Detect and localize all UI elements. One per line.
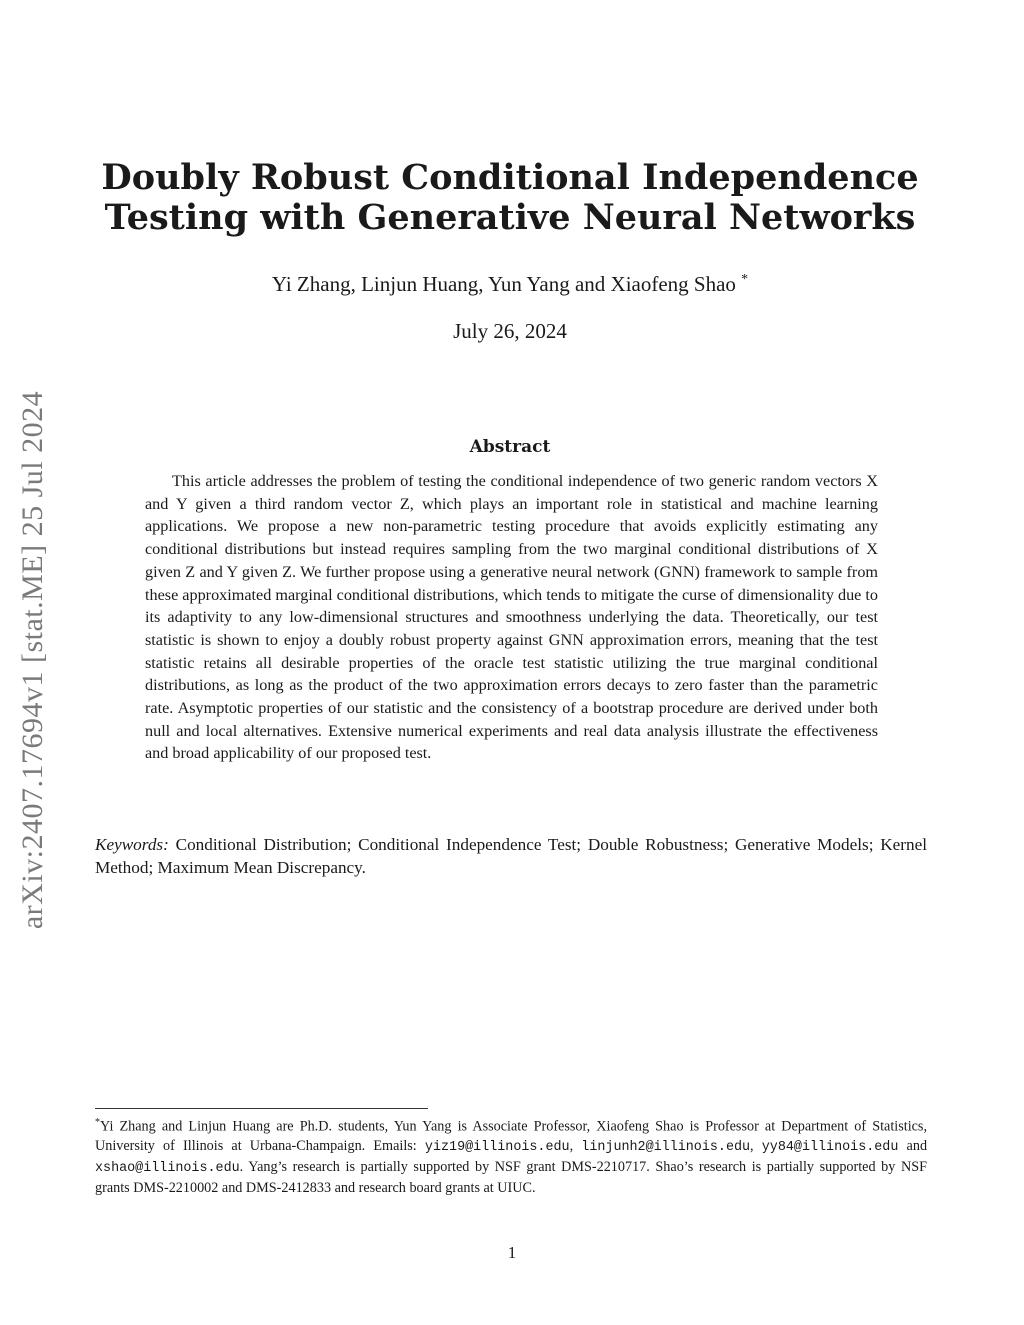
arxiv-identifier-text: arXiv:2407.17694v1 [stat.ME] 25 Jul 2024	[16, 390, 49, 930]
email-link[interactable]: xshao@illinois.edu	[95, 1160, 240, 1176]
footnote-and-text: and	[906, 1138, 928, 1155]
keywords-text: Conditional Distribution; Conditional Independence Test; Double Robustness; Generative Models; Kernel Method; Maximum Mean Discrepancy.	[95, 835, 928, 877]
keywords-label: Keywords:	[95, 835, 169, 854]
paper-date: July 26, 2024	[453, 319, 567, 343]
title-line-1: Doubly Robust Conditional Independence	[101, 157, 919, 198]
footnote-affiliation-text: Yi Zhang and Linjun Huang are Ph.D. students, Yun Yang is Associate Professor, Xiaofeng Shao is Professor at Department of Statistics, University of Illinois at Urbana-Champaign. Emails:	[95, 1118, 927, 1155]
author-footnote: *Yi Zhang and Linjun Huang are Ph.D. students, Yun Yang is Associate Professor, Xiaofeng Shao is Professor at Department of Statistics, University of Illinois at Urbana-Champaign. Emails: yiz19@illinois.edu, linjunh2@illinois.edu, yy84@illinois.edu and xshao@illinois.edu. Yang’s research is partially supported by NSF grant DMS-2210717. Shao’s research is partially supported by NSF grants DMS-2210002 and DMS-2412833 and research board grants at UIUC.	[95, 1117, 928, 1196]
arxiv-identifier-stamp	[8, 360, 58, 960]
author-names: Yi Zhang, Linjun Huang, Yun Yang and Xiaofeng Shao	[271, 272, 736, 296]
abstract-heading: Abstract	[469, 437, 551, 457]
footnote-funding-text: Yang’s research is partially supported by NSF grant DMS-2210717. Shao’s research is partially supported by NSF grants DMS-2210002 and DMS-2412833 and research board grants at UIUC.	[95, 1158, 927, 1196]
page-number: 1	[507, 1243, 517, 1262]
email-link[interactable]: yiz19@illinois.edu	[424, 1140, 570, 1156]
paper-title	[100, 158, 920, 238]
title-line-2: Testing with Generative Neural Networks	[104, 197, 916, 238]
abstract-body: This article addresses the problem of testing the conditional independence of two generic random vectors X and Y given a third random vector Z, which plays an important role in statistical and machine learning applications. We propose a new non-parametric testing procedure that avoids explicitly estimating any conditional distributions but instead requires sampling from the two marginal conditional distributions of X given Z and Y given Z. We further propose using a generative neural network (GNN) framework to sample from these approximated marginal conditional distributions, which tends to mitigate the curse of dimensionality due to its adaptivity to any low-dimensional structures and smoothness underlying the data. Theoretically, our test statistic is shown to enjoy a doubly robust property against GNN approximation errors, meaning that the test statistic retains all desirable properties of the oracle test statistic utilizing the true marginal conditional distributions, as long as the product of the two approximation errors decays to zero faster than the parametric rate. Asymptotic properties of our statistic and the consistency of a bootstrap procedure are derived under both null and local alternatives. Extensive numerical experiments and real data analysis illustrate the effectiveness and broad applicability of our proposed test.	[145, 472, 878, 763]
keywords-paragraph	[95, 833, 927, 879]
email-link[interactable]: yy84@illinois.edu	[761, 1140, 899, 1156]
email-link[interactable]: linjunh2@illinois.edu	[581, 1140, 751, 1156]
footnote-divider	[95, 1108, 428, 1109]
author-list	[100, 272, 920, 297]
author-footnote-marker: *	[741, 272, 749, 287]
footnote-marker: *	[95, 1117, 100, 1128]
